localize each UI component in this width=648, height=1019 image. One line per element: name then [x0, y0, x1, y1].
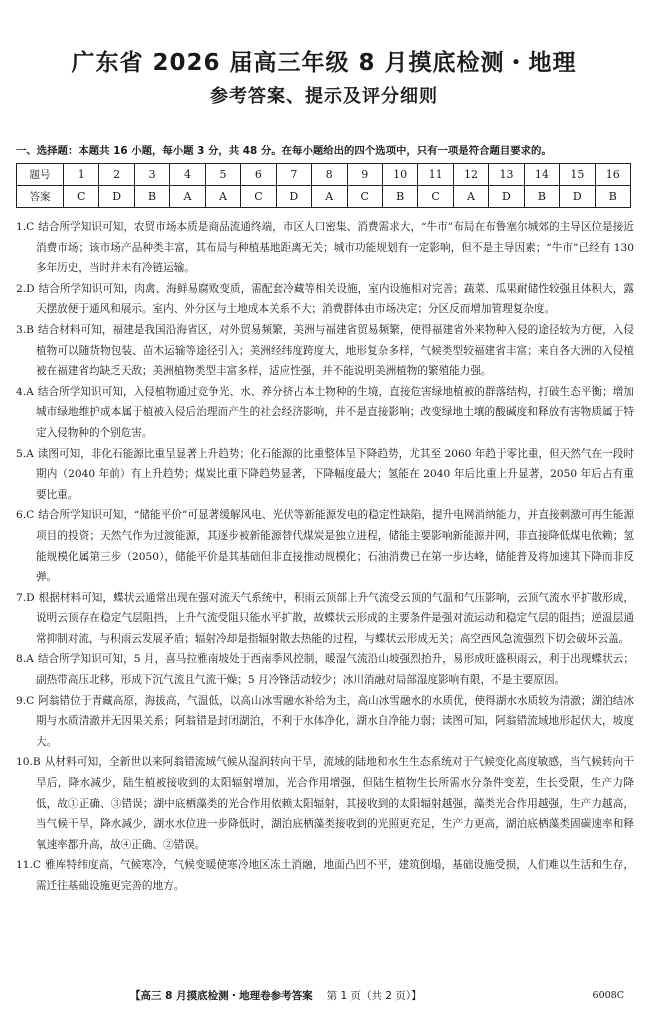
answer-item-number: 8.A	[16, 653, 34, 666]
answer-item	[16, 320, 634, 382]
answer-item-number: 9.C	[16, 694, 35, 707]
question-number-cell: 2	[99, 164, 134, 186]
answer-item-text: 阿翁错位于青藏高原，海拔高，气温低，以高山冰雪融水补给为主，高山冰雪融水的水质优，使得湖水水质较为清澈；湖泊结冰期与水质清澈并无因果关系；阿翁错是封闭湖泊，不利于水体净化，湖水自净能力弱；读图可知，阿翁错流域地形起伏大，坡度大。	[36, 694, 634, 748]
question-number-cell: 9	[347, 164, 382, 186]
answer-cell: A	[453, 186, 488, 208]
answer-cell: C	[64, 186, 99, 208]
answer-cell: D	[276, 186, 311, 208]
answer-item-number: 10.B	[16, 756, 41, 769]
question-number-cell: 12	[453, 164, 488, 186]
footer-center	[130, 988, 422, 1003]
answer-item	[16, 505, 634, 587]
page-footer	[0, 988, 648, 1004]
section-heading: 一、选择题：本题共 16 小题，每小题 3 分，共 48 分。在每小题给出的四个选项中，只有一项是符合题目要求的。	[16, 145, 552, 157]
answer-item	[16, 649, 634, 690]
answer-cell: D	[489, 186, 524, 208]
answer-cell: B	[595, 186, 630, 208]
answer-item-number: 1.C	[16, 221, 35, 233]
answer-explanations	[16, 217, 634, 897]
footer-title: 【高三 8 月摸底检测・地理卷参考答案	[130, 990, 313, 1002]
answer-item-number: 2.D	[16, 282, 35, 295]
question-number-cell: 16	[595, 164, 630, 186]
answer-cell: C	[241, 186, 276, 208]
answer-table-number-row	[17, 164, 631, 186]
question-number-cell: 5	[205, 164, 240, 186]
answer-cell: B	[134, 186, 169, 208]
answer-cell: B	[524, 186, 559, 208]
answer-item-text: 结合材料可知，福建是我国沿海省区，对外贸易频繁，美洲与福建省贸易频繁，使得福建省外来物种入侵的途径较为方便，入侵植物可以随货物包装、苗木运输等途径引入；美洲经纬度跨度大，地形复杂多样，气候类型较福建省丰富；来自各大洲的入侵植被在福建省均缺乏天敌；美洲植物类型丰富多样，适应性强，并不能说明美洲植物的繁殖能力强。	[36, 323, 634, 378]
question-number-cell: 7	[276, 164, 311, 186]
answer-item	[16, 444, 634, 506]
page-subtitle: 参考答案、提示及评分细则	[210, 86, 438, 107]
question-number-cell: 10	[382, 164, 417, 186]
answer-cell: C	[418, 186, 453, 208]
page-title: 广东省 2026 届高三年级 8 月摸底检测・地理	[71, 50, 577, 76]
answer-item	[16, 217, 634, 279]
answer-cell: D	[560, 186, 595, 208]
answer-item-number: 7.D	[16, 591, 35, 604]
answer-item	[16, 752, 634, 855]
answer-table	[16, 163, 631, 208]
answer-item-text: 结合所学知识可知，入侵植物通过竞争光、水、养分挤占本土物种的生境，直接危害绿地植被的群落结构，打破生态平衡；增加城市绿地维护成本属于植被入侵后治理而产生的社会经济影响，并不是直接影响；改变绿地土壤的酸碱度和释放有害物质属于特定入侵物种的个别危害。	[36, 385, 634, 439]
answer-item	[16, 855, 634, 896]
answer-item-number: 11.C	[16, 859, 41, 872]
answer-item	[16, 588, 634, 650]
question-number-cell: 3	[134, 164, 169, 186]
question-number-cell: 6	[241, 164, 276, 186]
answer-cell: A	[170, 186, 205, 208]
answer-item-text: 结合所学知识可知，农贸市场本质是商品流通终端，市区人口密集、消费需求大，“牛市”布局在布鲁塞尔城郊的主导区位是接近消费市场；该市场产品种类丰富，其布局与种植基地距离无关；城市功能规划有一定影响，但不是主导因素；“牛市”已经有 130 多年历史，当时并未有冷链运输。	[36, 221, 634, 275]
answer-item-text: 结合所学知识可知，5 月，喜马拉雅南坡处于西南季风控制，暖湿气流沿山坡强烈抬升，易形成旺盛积雨云，利于出现蝶状云；副热带高压北移，形成下沉气流且气流干燥；5 月冷锋活动较少；冰川消融对局部湿度影响有限，不是主要原因。	[36, 653, 634, 687]
question-number-cell: 15	[560, 164, 595, 186]
answer-item-text: 结合所学知识可知，“储能平价”可显著缓解风电、光伏等新能源发电的稳定性缺陷，提升电网消纳能力，并直接刺激可再生能源项目的投资；天然气作为过渡能源，其逐步被新能源替代煤炭是独立进程，储能主要影响新能源并网，非直接降低煤电依赖；氢能规模化属第三步（2050），储能平价是其基础但非直接推动规模化；石油消费已在第一步达峰，储能普及将加速其下降而非反弹。	[36, 509, 634, 584]
answer-cell: A	[312, 186, 347, 208]
answer-item-text: 结合所学知识可知，肉禽、海鲜易腐败变质，需配套冷藏等相关设施，室内设施相对完善；蔬菜、瓜果耐储性较强且体积大，露天摆放便于通风和展示。室内、外分区与土地成本关系不大；消费群体由市场决定；分区反而增加管理复杂度。	[36, 282, 634, 316]
answer-cell: C	[347, 186, 382, 208]
answer-item-text: 根据材料可知，蝶状云通常出现在强对流天气系统中，积雨云顶部上升气流受云顶的气温和气压影响，云顶气流水平扩散形成，说明云顶存在稳定气层阻挡，上升气流受阻只能水平扩散，故蝶状云形成的主要条件是强对流运动和稳定气层的阻挡；逆温层通常抑制对流，与积雨云发展矛盾；辐射冷却是指辐射散去热能的过程，与蝶状云形成无关；高空西风急流强烈下切会破坏云盖。	[36, 591, 634, 645]
answer-table-answer-label: 答案	[17, 186, 64, 208]
answer-item-text: 读图可知，非化石能源比重呈显著上升趋势；化石能源的比重整体呈下降趋势，尤其至 2060 年趋于零比重，但天然气在一段时期内（2040 年前）有上升趋势；煤炭比重下降趋势显著，下降幅度最大；氢能在 2040 年后比重上升显著，2050 年后占有重要比重。	[36, 447, 634, 501]
answer-table-number-label: 题号	[17, 164, 64, 186]
answer-item-number: 5.A	[16, 447, 34, 460]
answer-item-number: 3.B	[16, 323, 34, 336]
question-number-cell: 4	[170, 164, 205, 186]
question-number-cell: 8	[312, 164, 347, 186]
answer-cell: B	[382, 186, 417, 208]
answer-item-text: 雅库特纬度高，气候寒冷，气候变暖使寒冷地区冻土消融，地面凸凹不平，建筑倒塌，基础设施受损，人们难以生活和生存，需迁往基础设施更完善的地方。	[36, 859, 634, 892]
answer-cell: A	[205, 186, 240, 208]
question-number-cell: 11	[418, 164, 453, 186]
answer-item	[16, 691, 634, 753]
question-number-cell: 14	[524, 164, 559, 186]
answer-item-number: 6.C	[16, 509, 35, 522]
footer-page-number: 第 1 页（共 2 页）】	[326, 990, 422, 1002]
answer-item	[16, 382, 634, 444]
answer-cell: D	[99, 186, 134, 208]
answer-item-number: 4.A	[16, 385, 34, 398]
question-number-cell: 13	[489, 164, 524, 186]
answer-table-answer-row	[17, 186, 631, 208]
answer-item-text: 从材料可知，全新世以来阿翁错流域气候从湿润转向干旱，流域的陆地和水生生态系统对于气候变化高度敏感，当气候转向干旱后，降水减少，陆生植被接收到的太阳辐射增加，光合作用增强，但陆生植物生长所需水分条件变差，生长受限，生产力降低，故①正确、③错误；湖中底栖藻类的光合作用依赖太阳辐射，其接收到的太阳辐射越强，藻类光合作用越强，生产力越高，当气候干旱，降水减少，湖水水位进一步降低时，湖泊底栖藻类接收到的光照更充足，生产力更高，湖泊底栖藻类固碳速率和释氧速率都升高，故④正确、②错误。	[36, 756, 634, 851]
answer-item	[16, 279, 634, 320]
footer-code: 6008C	[592, 990, 624, 1001]
question-number-cell: 1	[64, 164, 99, 186]
